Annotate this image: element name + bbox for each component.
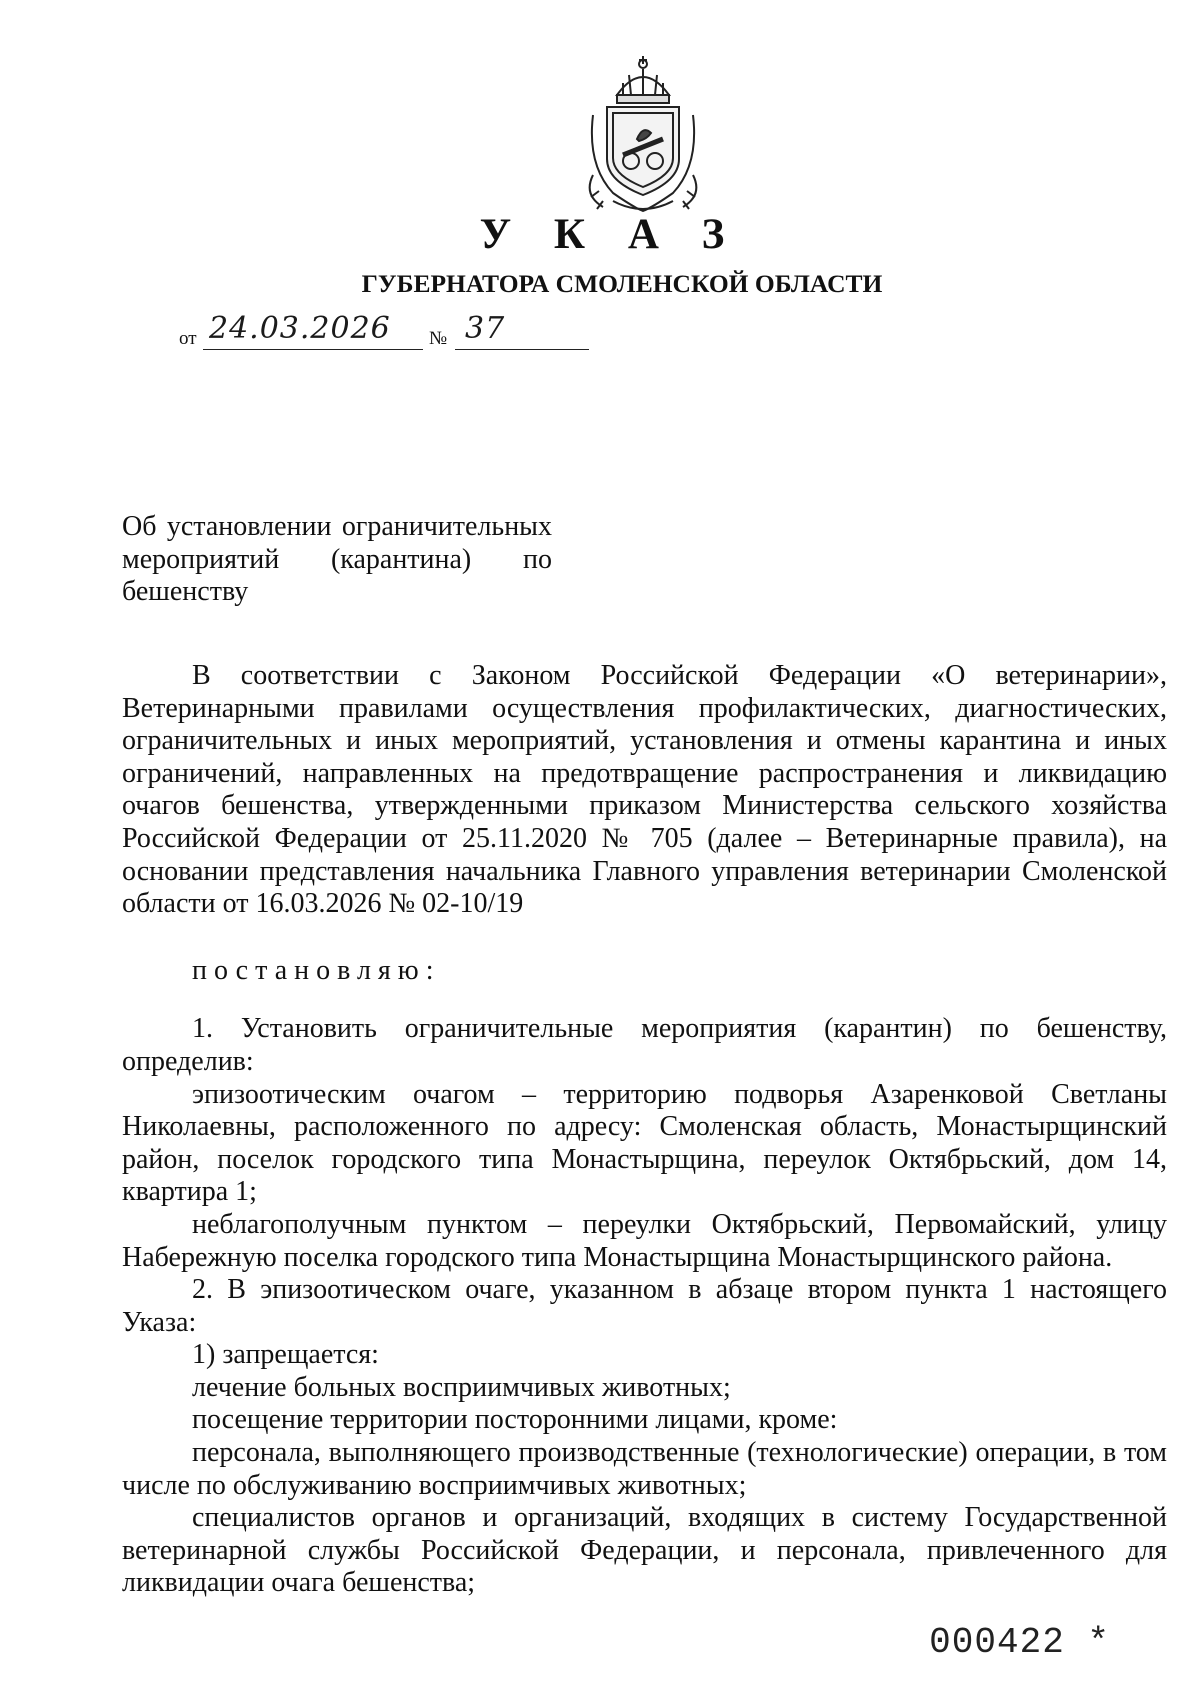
body-paragraph: 1) запрещается: [192, 1339, 379, 1371]
coat-of-arms-icon [573, 55, 713, 217]
handwritten-date: 24.03.2026 [209, 311, 391, 346]
body-paragraph: посещение территории посторонними лицами, кроме: [192, 1404, 838, 1436]
date-number-line [179, 311, 619, 356]
body-paragraph: специалистов органов и организаций, входящих в систему Государственной ветеринарной службы Российской Федерации, и персонала, привлеченного для ликвидации очага бешенства; [122, 1502, 1167, 1599]
handwritten-number: 37 [465, 311, 506, 346]
body-paragraph: эпизоотическим очагом – территорию подворья Азаренковой Светланы Николаевны, расположенного по адресу: Смоленская область, Монастырщинский район, поселок городского типа Монастырщина, переулок Октябрьский, дом 14, квартира 1; [122, 1078, 1167, 1208]
decree-subject [122, 511, 552, 609]
subject-line: бешенству [122, 576, 249, 607]
body-paragraph: персонала, выполняющего производственные (технологические) операции, в том числе по обслуживанию восприимчивых животных; [122, 1437, 1167, 1501]
body-paragraph: лечение больных восприимчивых животных; [192, 1371, 731, 1403]
subject-line: Об установлении ограничительных [122, 511, 552, 542]
subject-line: мероприятий (карантина) по [122, 543, 552, 575]
preamble-paragraph: В соответствии с Законом Российской Федерации «О ветеринарии», Ветеринарными правилами осуществления профилактических, диагностических, ограничительных и иных мероприятий, установления и отмены карантина и иных ограничений, направленных на предотвращение распространения и ликвидацию очагов бешенства, утвержденными приказом Министерства сельского хозяйства Российской Федерации от 25.11.2020 № 705 (далее – Ветеринарные правила), на основании представления начальника Главного управления ветеринарии Смоленской области от 16.03.2026 № 02-10/19 [122, 660, 1167, 920]
decree-word: постановляю: [192, 954, 441, 986]
number-prefix: № [429, 328, 448, 349]
document-title: У К А З [479, 211, 741, 258]
body-paragraph: неблагополучным пунктом – переулки Октябрьский, Первомайский, улицу Набережную поселка городского типа Монастырщина Монастырщинского района. [122, 1208, 1167, 1273]
serial-number: 000422 * [929, 1622, 1110, 1663]
body-paragraph: 2. В эпизоотическом очаге, указанном в абзаце втором пункта 1 настоящего Указа: [122, 1274, 1167, 1338]
date-prefix: от [179, 328, 197, 349]
body-paragraph: 1. Установить ограничительные мероприятия (карантин) по бешенству, определив: [122, 1013, 1167, 1077]
document-subtitle: ГУБЕРНАТОРА СМОЛЕНСКОЙ ОБЛАСТИ [361, 269, 883, 298]
decree-body [122, 660, 1167, 1600]
